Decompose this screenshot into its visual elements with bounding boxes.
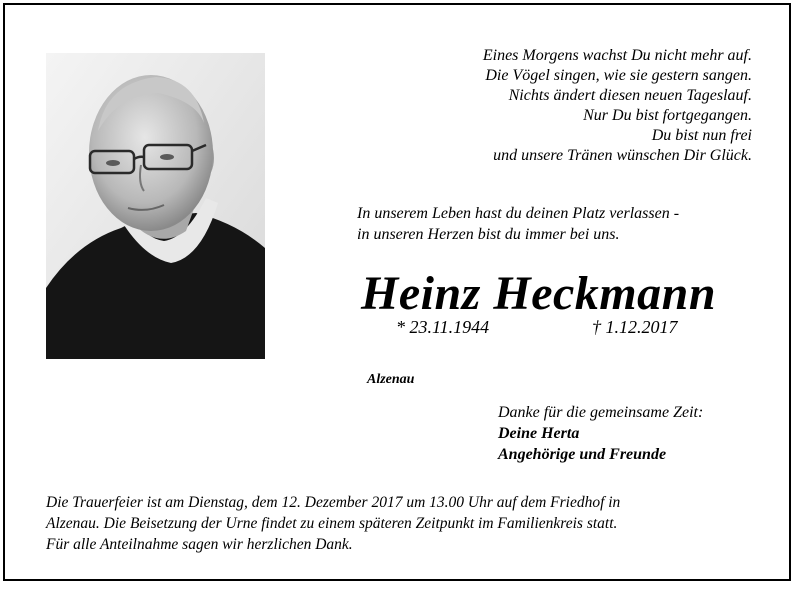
thanks-block [498,402,703,465]
poem-line: und unsere Tränen wünschen Dir Glück. [493,147,752,164]
poem-line: Nichts ändert diesen neuen Tageslauf. [508,87,752,104]
dedication [357,203,679,245]
signature-line: Angehörige und Freunde [498,446,667,463]
poem-line: Die Vögel singen, wie sie gestern sangen. [485,67,752,84]
footer-line: Alzenau. Die Beisetzung der Urne findet zu einem späteren Zeitpunkt im Familienkreis statt. [46,515,618,532]
portrait-photo [46,53,265,359]
dedication-line: In unserem Leben hast du deinen Platz verlassen - [357,205,680,222]
death-date: † 1.12.2017 [592,317,678,337]
thanks-line: Danke für die gemeinsame Zeit: [498,404,704,421]
poem [372,46,752,166]
signature-line: Deine Herta [498,425,580,442]
poem-line: Du bist nun frei [651,127,752,144]
place-name: Alzenau [367,372,415,387]
poem-line: Nur Du bist fortgegangen. [583,107,752,124]
footer-line: Die Trauerfeier ist am Dienstag, dem 12. Dezember 2017 um 13.00 Uhr auf dem Friedhof in [46,494,621,511]
dedication-line: in unseren Herzen bist du immer bei uns. [357,226,620,243]
birth-date: * 23.11.1944 [396,317,490,337]
poem-line: Eines Morgens wachst Du nicht mehr auf. [482,47,752,64]
deceased-name: Heinz Heckmann [361,267,717,320]
funeral-info [46,492,746,555]
footer-line: Für alle Anteilnahme sagen wir herzlichen Dank. [46,536,353,553]
